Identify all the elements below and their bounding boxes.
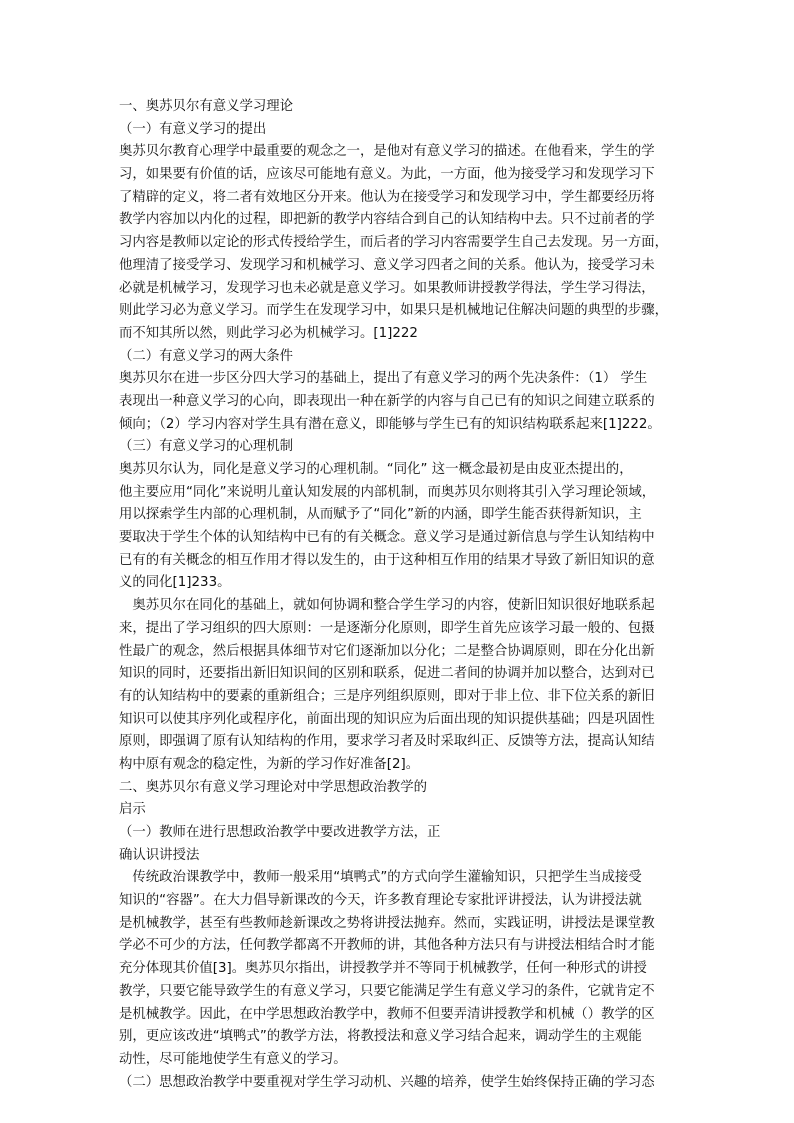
- paragraph-line: 构中原有观念的稳定性，为新的学习作好准备[2]。: [119, 756, 420, 772]
- paragraph-line: 用以探索学生内部的心理机制，从而赋予了“同化”新的内涵，即学生能否获得新知识，主: [119, 507, 642, 523]
- paragraph-line: 是机械教学，甚至有些教师趁新课改之势将讲授法抛弃。然而，实践证明，讲授法是课堂教: [119, 915, 655, 931]
- paragraph-line: 则此学习必为意义学习。而学生在发现学习中，如果只是机械地记住解决问题的典型的步骤，: [119, 303, 669, 319]
- section-heading-2: 二、奥苏贝尔有意义学习理论对中学思想政治教学的: [119, 779, 427, 795]
- subsection-heading-1-3: （三）有意义学习的心理机制: [119, 439, 294, 455]
- paragraph-line: 奥苏贝尔认为，同化是意义学习的心理机制。“同化” 这一概念最初是由皮亚杰提出的，: [119, 462, 633, 477]
- paragraph-line: 他理清了接受学习、发现学习和机械学习、意义学习四者之间的关系。他认为，接受学习未: [119, 257, 655, 273]
- subsection-heading-1-2: （二）有意义学习的两大条件: [119, 348, 294, 364]
- section-heading-2-cont: 启示: [119, 802, 146, 818]
- paragraph-line: 性最广的观念，然后根据具体细节对它们逐渐加以分化；二是整合协调原则，即在分化出新: [119, 643, 655, 659]
- section-heading-1: 一、奥苏贝尔有意义学习理论: [119, 99, 294, 114]
- subsection-heading-2-2: （二）思想政治教学中要重视对学生学习动机、兴趣的培养，使学生始终保持正确的学习态: [119, 1074, 655, 1090]
- paragraph-line: 传统政治课教学中，教师一般采用“填鸭式”的方式向学生灌输知识，只把学生当成接受: [119, 870, 642, 886]
- paragraph-line: 要取决于学生个体的认知结构中已有的有关概念。意义学习是通过新信息与学生认知结构中: [119, 530, 655, 546]
- paragraph-line: 学必不可少的方法，任何教学都离不开教师的讲，其他各种方法只有与讲授法相结合时才能: [119, 938, 655, 954]
- paragraph-line: 他主要应用“同化”来说明儿童认知发展的内部机制，而奥苏贝尔则将其引入学习理论领域，: [119, 484, 656, 500]
- subsection-heading-2-1: （一）教师在进行思想政治教学中要改进教学方法，正: [119, 825, 441, 840]
- paragraph-line: 知识的同时，还要指出新旧知识间的区别和联系，促进二者间的协调并加以整合，达到对已: [119, 666, 655, 682]
- subsection-heading-1-1: （一）有意义学习的提出: [119, 121, 267, 137]
- paragraph-line: 知识的“容器”。在大力倡导新课改的今天，许多教育理论专家批评讲授法，认为讲授法就: [119, 893, 642, 909]
- paragraph-line: 习内容是教师以定论的形式传授给学生，而后者的学习内容需要学生自己去发现。另一方面，: [119, 235, 669, 251]
- paragraph-line: 充分体现其价值[3]。奥苏贝尔指出，讲授教学并不等同于机械教学，任何一种形式的讲授: [119, 961, 647, 977]
- paragraph-line: 奥苏贝尔在同化的基础上，就如何协调和整合学生学习的内容，使新旧知识很好地联系起: [119, 598, 655, 614]
- paragraph-line: 表现出一种意义学习的心向，即表现出一种在新学的内容与自己已有的知识之间建立联系的: [119, 393, 655, 409]
- paragraph-line: 知识可以使其序列化或程序化，前面出现的知识应为后面出现的知识提供基础；四是巩固性: [119, 711, 655, 727]
- paragraph-line: 是机械教学。因此，在中学思想政治教学中，教师不但要弄清讲授教学和机械（）教学的区: [119, 1006, 655, 1022]
- paragraph-line: 教学，只要它能导致学生的有意义学习，只要它能满足学生有意义学习的条件，它就肯定不: [119, 983, 655, 999]
- paragraph-line: 来，提出了学习组织的四大原则：一是逐渐分化原则，即学生首先应该学习最一般的、包摄: [119, 620, 655, 636]
- paragraph-line: 原则，即强调了原有认知结构的作用，要求学习者及时采取纠正、反馈等方法，提高认知结: [119, 734, 655, 750]
- paragraph-line: 而不知其所以然，则此学习必为机械学习。[1]222: [119, 325, 418, 341]
- paragraph-line: 奥苏贝尔教育心理学中最重要的观念之一，是他对有意义学习的描述。在他看来，学生的学: [119, 144, 655, 160]
- paragraph-line: 有的认知结构中的要素的重新组合；三是序列组织原则，即对于非上位、非下位关系的新旧: [119, 688, 655, 704]
- document-body: [119, 96, 681, 1094]
- paragraph-line: 必就是机械学习，发现学习也未必就是意义学习。如果教师讲授教学得法，学生学习得法，: [119, 280, 655, 296]
- paragraph-line: 倾向；（2）学习内容对学生具有潜在意义，即能够与学生已有的知识结构联系起来[1]222。: [119, 416, 661, 432]
- paragraph-line: 动性，尽可能地使学生有意义的学习。: [119, 1051, 347, 1067]
- paragraph-line: 习，如果要有价值的话，应该尽可能地有意义。为此，一方面，他为接受学习和发现学习下: [119, 167, 655, 183]
- paragraph-line: 别，更应该改进“填鸭式”的教学方法，将教授法和意义学习结合起来，调动学生的主观能: [119, 1029, 642, 1045]
- paragraph-line: 已有的有关概念的相互作用才得以发生的，由于这种相互作用的结果才导致了新旧知识的意: [119, 552, 655, 568]
- subsection-heading-2-1-cont: 确认识讲授法: [119, 847, 200, 863]
- paragraph-line: 教学内容加以内化的过程，即把新的教学内容结合到自己的认知结构中去。只不过前者的学: [119, 212, 655, 228]
- paragraph-line: 义的同化[1]233。: [119, 575, 231, 591]
- paragraph-line: 奥苏贝尔在进一步区分四大学习的基础上，提出了有意义学习的两个先决条件：（1） 学生: [119, 371, 648, 387]
- paragraph-line: 了精辟的定义，将二者有效地区分开来。他认为在接受学习和发现学习中，学生都要经历将: [119, 189, 655, 205]
